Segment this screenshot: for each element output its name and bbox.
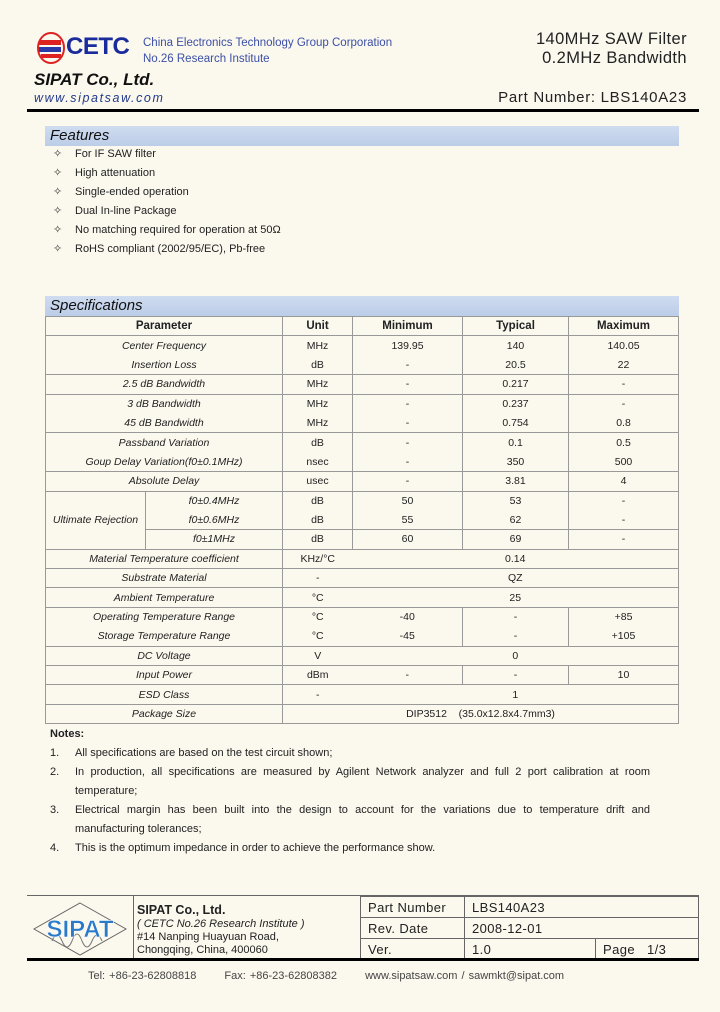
table-cell: °C <box>283 627 353 646</box>
table-cell: Storage Temperature Range <box>46 627 283 646</box>
table-cell: 0 <box>353 646 679 665</box>
table-header-row <box>46 317 679 336</box>
feature-item <box>53 183 281 202</box>
table-cell: 0.5 <box>569 433 679 452</box>
feature-text: Dual In-line Package <box>75 205 177 217</box>
telephone: Tel: +86-23-62808818 <box>88 970 197 982</box>
table-cell: 140 <box>463 336 569 355</box>
table-cell: V <box>283 646 353 665</box>
rev-date-label: Rev. Date <box>361 918 465 939</box>
table-cell: ESD Class <box>46 685 283 704</box>
footer-company: SIPAT Co., Ltd. <box>137 903 226 917</box>
table-cell: Passband Variation <box>46 433 283 452</box>
table-row <box>46 413 679 432</box>
table-row <box>46 646 679 665</box>
table-cell: Center Frequency <box>46 336 283 355</box>
table-row <box>46 472 679 491</box>
table-cell: 62 <box>463 510 569 529</box>
table-row <box>46 627 679 646</box>
table-cell: 50 <box>353 491 463 510</box>
table-cell: 22 <box>569 355 679 374</box>
diamond-bullet-icon: ✧ <box>53 243 63 255</box>
part-number-value: LBS140A23 <box>465 897 699 918</box>
note-item <box>50 744 650 763</box>
table-row <box>46 666 679 685</box>
table-row <box>46 355 679 374</box>
specifications-heading: Specifications <box>45 296 679 316</box>
table-cell: - <box>353 394 463 413</box>
note-text: Electrical margin has been built into the design to account for the variations due to temperature drift and manufacturing tolerances; <box>75 804 650 835</box>
table-cell: Insertion Loss <box>46 355 283 374</box>
table-cell: 0.754 <box>463 413 569 432</box>
table-cell: 55 <box>353 510 463 529</box>
feature-text: No matching required for operation at 50Ω <box>75 224 281 236</box>
table-cell: 0.1 <box>463 433 569 452</box>
feature-item <box>53 202 281 221</box>
table-cell: dB <box>283 491 353 510</box>
table-cell: - <box>353 375 463 394</box>
table-row <box>46 452 679 471</box>
table-cell: - <box>353 472 463 491</box>
diamond-bullet-icon: ✧ <box>53 205 63 217</box>
table-cell: 3.81 <box>463 472 569 491</box>
column-header: Maximum <box>569 317 679 336</box>
table-cell: - <box>463 666 569 685</box>
table-cell: Absolute Delay <box>46 472 283 491</box>
table-cell: dB <box>283 510 353 529</box>
table-cell: MHz <box>283 394 353 413</box>
table-cell: Substrate Material <box>46 569 283 588</box>
footer-address-line1: #14 Nanping Huayuan Road, <box>137 931 279 943</box>
website-link[interactable]: www.sipatsaw.com <box>34 91 165 105</box>
table-cell: - <box>569 530 679 549</box>
table-row <box>46 569 679 588</box>
column-header: Parameter <box>46 317 283 336</box>
table-row <box>46 394 679 413</box>
table-row <box>46 375 679 394</box>
rev-date-value: 2008-12-01 <box>465 918 699 939</box>
table-cell: 0.217 <box>463 375 569 394</box>
table-cell: 20.5 <box>463 355 569 374</box>
features-list <box>53 145 281 259</box>
table-cell: 60 <box>353 530 463 549</box>
table-cell: - <box>463 627 569 646</box>
org-name: China Electronics Technology Group Corporation <box>143 37 393 49</box>
note-number: 3. <box>50 804 60 816</box>
note-number: 4. <box>50 842 60 854</box>
table-cell: 1 <box>353 685 679 704</box>
cetc-logo: CETC <box>66 33 130 60</box>
page-number: Page 1/3 <box>596 939 699 960</box>
organization <box>143 35 392 67</box>
footer-address-line2: Chongqing, China, 400060 <box>137 944 268 956</box>
table-cell: - <box>353 666 463 685</box>
table-cell: - <box>569 491 679 510</box>
fax: Fax: +86-23-62808382 <box>224 970 338 982</box>
table-cell: - <box>353 433 463 452</box>
features-heading: Features <box>45 126 679 146</box>
column-header: Unit <box>283 317 353 336</box>
table-row <box>46 549 679 568</box>
table-cell: - <box>463 607 569 626</box>
table-cell: DC Voltage <box>46 646 283 665</box>
table-cell: dB <box>283 433 353 452</box>
note-text: All specifications are based on the test circuit shown; <box>75 747 333 759</box>
table-cell: 0.8 <box>569 413 679 432</box>
note-item <box>50 763 650 801</box>
table-cell: +85 <box>569 607 679 626</box>
table-cell: dBm <box>283 666 353 685</box>
note-item <box>50 839 650 858</box>
part-number-label: Part Number <box>361 897 465 918</box>
table-cell: Goup Delay Variation(f0±0.1MHz) <box>46 452 283 471</box>
table-cell: -45 <box>353 627 463 646</box>
table-cell: Input Power <box>46 666 283 685</box>
header-divider <box>27 109 699 112</box>
table-cell: - <box>569 510 679 529</box>
table-cell: - <box>353 413 463 432</box>
table-cell: f0±0.4MHz <box>146 491 283 510</box>
table-cell: dB <box>283 530 353 549</box>
table-cell: 4 <box>569 472 679 491</box>
note-number: 1. <box>50 747 60 759</box>
table-cell: °C <box>283 607 353 626</box>
table-cell: 45 dB Bandwidth <box>46 413 283 432</box>
table-row <box>46 491 679 510</box>
version-value: 1.0 <box>465 939 596 960</box>
specifications-table <box>45 316 679 724</box>
table-cell: - <box>353 452 463 471</box>
table-cell: 10 <box>569 666 679 685</box>
table-cell: - <box>283 685 353 704</box>
version-label: Ver. <box>361 939 465 960</box>
table-cell: MHz <box>283 375 353 394</box>
table-cell: 2.5 dB Bandwidth <box>46 375 283 394</box>
table-row <box>46 588 679 607</box>
table-cell: - <box>569 375 679 394</box>
sipat-logo-icon <box>32 901 128 962</box>
footer <box>27 895 699 958</box>
diamond-bullet-icon: ✧ <box>53 224 63 236</box>
table-cell: 140.05 <box>569 336 679 355</box>
product-title <box>536 30 687 68</box>
table-cell: 0.237 <box>463 394 569 413</box>
table-row <box>46 704 679 723</box>
table-cell: °C <box>283 588 353 607</box>
table-cell: 350 <box>463 452 569 471</box>
table-cell: - <box>569 394 679 413</box>
table-cell: QZ <box>353 569 679 588</box>
contact-info <box>88 970 564 982</box>
diamond-bullet-icon: ✧ <box>53 148 63 160</box>
table-cell: f0±0.6MHz <box>146 510 283 529</box>
table-cell: Ambient Temperature <box>46 588 283 607</box>
feature-text: For IF SAW filter <box>75 148 156 160</box>
table-cell: usec <box>283 472 353 491</box>
table-cell: 139.95 <box>353 336 463 355</box>
footer-divider <box>27 958 699 961</box>
table-cell: MHz <box>283 413 353 432</box>
table-cell: dB <box>283 355 353 374</box>
table-cell: 3 dB Bandwidth <box>46 394 283 413</box>
table-row <box>46 433 679 452</box>
column-header: Minimum <box>353 317 463 336</box>
table-cell: MHz <box>283 336 353 355</box>
feature-text: Single-ended operation <box>75 186 189 198</box>
title-line1: 140MHz SAW Filter <box>535 30 687 48</box>
table-cell: 0.14 <box>353 549 679 568</box>
table-cell: 69 <box>463 530 569 549</box>
table-cell: KHz/°C <box>283 549 353 568</box>
institute-name: No.26 Research Institute <box>143 53 270 65</box>
title-line2: 0.2MHz Bandwidth <box>542 49 687 67</box>
table-cell: -40 <box>353 607 463 626</box>
table-cell: - <box>283 569 353 588</box>
table-cell: Operating Temperature Range <box>46 607 283 626</box>
table-cell: Material Temperature coefficient <box>46 549 283 568</box>
diamond-bullet-icon: ✧ <box>53 167 63 179</box>
table-cell: Package Size <box>46 704 283 723</box>
table-row <box>46 336 679 355</box>
table-cell: Ultimate Rejection <box>46 491 146 549</box>
note-text: In production, all specifications are measured by Agilent Network analyzer and full 2 port calibration at room temperature; <box>75 766 650 797</box>
table-cell: DIP3512 (35.0x12.8x4.7mm3) <box>283 704 679 723</box>
feature-item <box>53 145 281 164</box>
feature-text: High attenuation <box>75 167 156 179</box>
svg-text:SIPAT: SIPAT <box>46 916 114 943</box>
feature-item <box>53 240 281 259</box>
table-cell: 53 <box>463 491 569 510</box>
table-cell: f0±1MHz <box>146 530 283 549</box>
part-number: Part Number: LBS140A23 <box>498 89 687 106</box>
table-cell: 500 <box>569 452 679 471</box>
note-item <box>50 801 650 839</box>
note-number: 2. <box>50 766 60 778</box>
web-email[interactable]: www.sipatsaw.com / sawmkt@sipat.com <box>365 970 565 982</box>
notes-title: Notes: <box>50 728 85 740</box>
table-row <box>46 607 679 626</box>
diamond-bullet-icon: ✧ <box>53 186 63 198</box>
footer-institute: ( CETC No.26 Research Institute ) <box>137 918 305 930</box>
table-cell: +105 <box>569 627 679 646</box>
feature-text: RoHS compliant (2002/95/EC), Pb-free <box>75 243 266 255</box>
feature-item <box>53 164 281 183</box>
notes-section <box>50 725 650 858</box>
table-cell: nsec <box>283 452 353 471</box>
feature-item <box>53 221 281 240</box>
table-cell: - <box>353 355 463 374</box>
note-text: This is the optimum impedance in order to achieve the performance show. <box>75 842 436 854</box>
table-row <box>46 685 679 704</box>
cetc-emblem-icon <box>35 32 67 69</box>
table-cell: 25 <box>353 588 679 607</box>
column-header: Typical <box>463 317 569 336</box>
company-name: SIPAT Co., Ltd. <box>34 70 155 89</box>
document-info-table <box>360 896 699 960</box>
